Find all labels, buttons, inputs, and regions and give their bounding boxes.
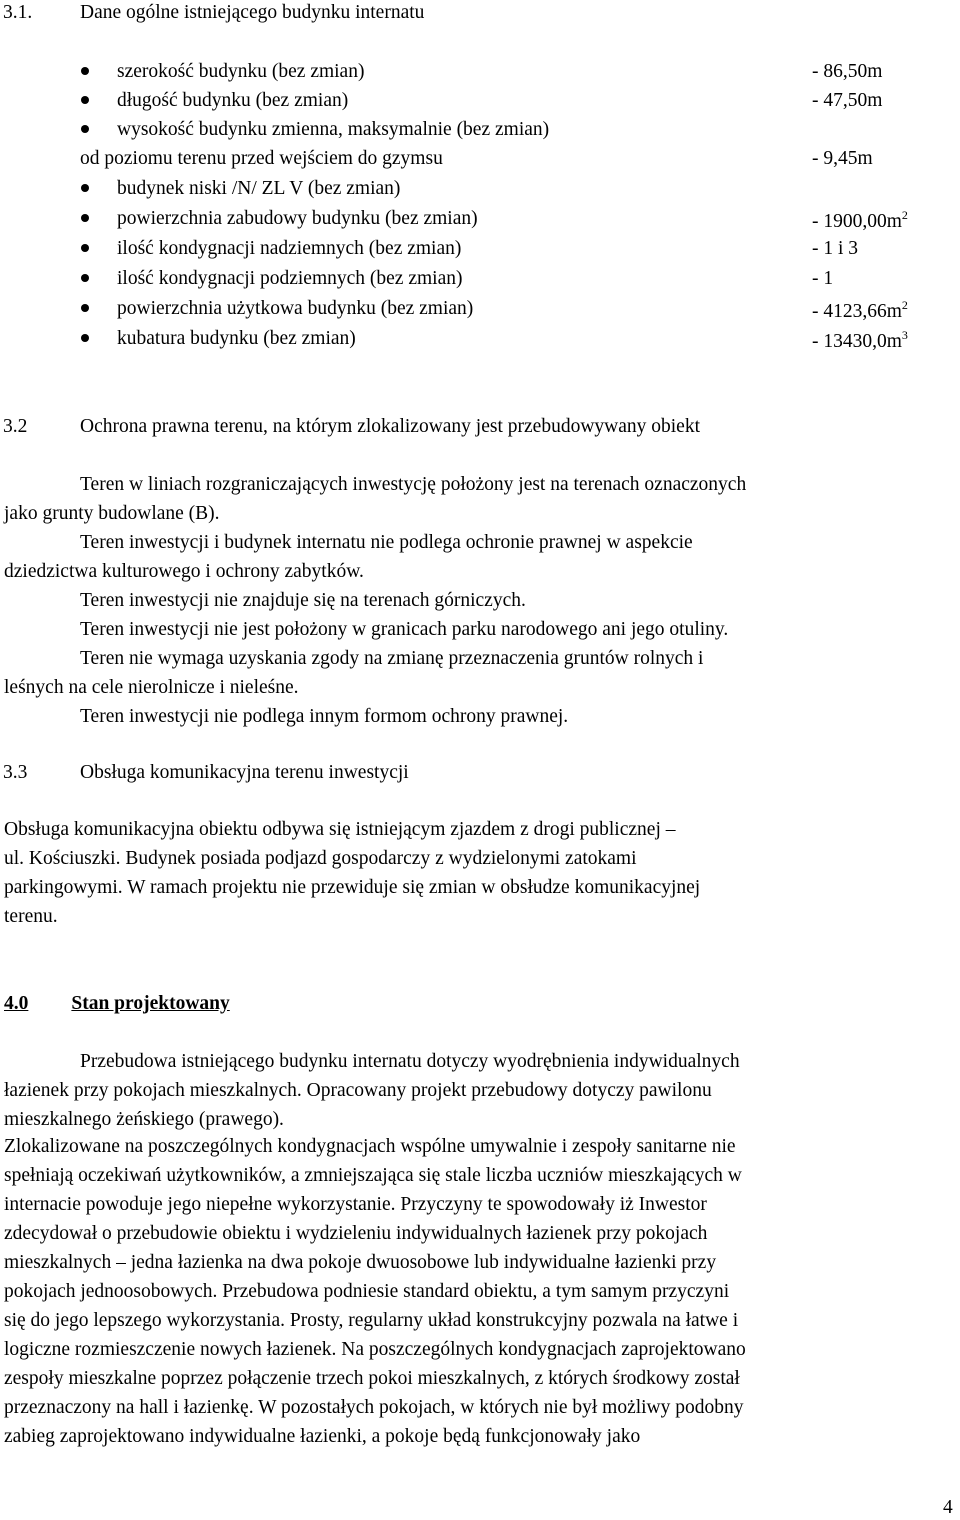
list-item-value: - 1	[812, 268, 834, 289]
paragraph-line: ul. Kościuszki. Budynek posiada podjazd gospodarczy z wydzielonymi zatokami	[4, 848, 637, 869]
paragraph-line: pokojach jednoosobowych. Przebudowa podniesie standard obiektu, a tym samym przyczyni	[4, 1281, 730, 1302]
paragraph-line: Teren nie wymaga uzyskania zgody na zmianę przeznaczenia gruntów rolnych i	[80, 648, 704, 669]
paragraph-line: jako grunty budowlane (B).	[4, 503, 220, 524]
paragraph-line: dziedzictwa kulturowego i ochrony zabytków.	[4, 561, 364, 582]
section-4-0-number: 4.0	[4, 993, 29, 1014]
paragraph-line: łazienek przy pokojach mieszkalnych. Opracowany projekt przebudowy dotyczy pawilonu	[4, 1080, 712, 1101]
paragraph-line: Zlokalizowane na poszczególnych kondygnacjach wspólne umywalnie i zespoły sanitarne nie	[4, 1136, 736, 1157]
list-item-value: - 1 i 3	[812, 238, 859, 259]
paragraph-line: logiczne rozmieszczenie nowych łazienek. Na poszczególnych kondygnacjach zaprojektowano	[4, 1339, 746, 1360]
list-item-label: szerokość budynku (bez zmian)	[117, 61, 365, 82]
list-item-label: powierzchnia użytkowa budynku (bez zmian)	[117, 298, 474, 319]
paragraph-line: spełniają oczekiwań użytkowników, a zmniejszająca się stale liczba uczniów mieszkających w	[4, 1165, 742, 1186]
list-item-value: - 47,50m	[812, 90, 883, 111]
bullet-icon	[81, 274, 89, 282]
paragraph-line: mieszkalnego żeńskiego (prawego).	[4, 1109, 284, 1130]
paragraph-line: internacie powoduje jego niepełne wykorzystanie. Przyczyny te spowodowały iż Inwestor	[4, 1194, 707, 1215]
list-item-label: ilość kondygnacji podziemnych (bez zmian)	[117, 268, 463, 289]
paragraph-line: przeznaczony na hall i łazienkę. W pozostałych pokojach, w których nie był możliwy podobny	[4, 1397, 744, 1418]
list-item-label: długość budynku (bez zmian)	[117, 90, 349, 111]
paragraph-line: się do jego lepszego wykorzystania. Prosty, regularny układ konstrukcyjny pozwala na łatwe i	[4, 1310, 739, 1331]
section-3-3-number: 3.3	[3, 762, 28, 783]
paragraph-line: Teren inwestycji i budynek internatu nie podlega ochronie prawnej w aspekcie	[80, 532, 693, 553]
paragraph-line: Obsługa komunikacyjna obiektu odbywa się istniejącym zjazdem z drogi publicznej –	[4, 819, 676, 840]
list-item-label: wysokość budynku zmienna, maksymalnie (bez zmian)	[117, 119, 550, 140]
paragraph-line: zdecydował o przebudowie obiektu i wydzieleniu indywidualnych łazienek przy pokojach	[4, 1223, 708, 1244]
bullet-icon	[81, 304, 89, 312]
section-3-1-number: 3.1.	[3, 2, 33, 23]
paragraph-line: leśnych na cele nierolnicze i nieleśne.	[4, 677, 299, 698]
page-number: 4	[943, 1497, 953, 1518]
bullet-icon	[81, 334, 89, 342]
list-item-continuation: od poziomu terenu przed wejściem do gzymsu	[80, 148, 443, 169]
list-item-label: ilość kondygnacji nadziemnych (bez zmian)	[117, 238, 462, 259]
superscript: 3	[901, 328, 908, 342]
section-4-0-title: Stan projektowany	[71, 993, 230, 1014]
paragraph-line: parkingowymi. W ramach projektu nie przewiduje się zmian w obsłudze komunikacyjnej	[4, 877, 701, 898]
bullet-icon	[81, 125, 89, 133]
bullet-icon	[81, 214, 89, 222]
list-item-value: - $4123,66m^2$	[812, 298, 908, 322]
list-item-label: powierzchnia zabudowy budynku (bez zmian)	[117, 208, 478, 229]
bullet-icon	[81, 184, 89, 192]
list-item-value: - 9,45m	[812, 148, 873, 169]
bullet-icon	[81, 67, 89, 75]
paragraph-line: Teren inwestycji nie znajduje się na terenach górniczych.	[80, 590, 526, 611]
bullet-icon	[81, 244, 89, 252]
section-3-3-title: Obsługa komunikacyjna terenu inwestycji	[80, 762, 409, 783]
paragraph-line: mieszkalnych – jedna łazienka na dwa pokoje dwuosobowe lub indywidualne łazienki przy	[4, 1252, 717, 1273]
list-item-label: kubatura budynku (bez zmian)	[117, 328, 356, 349]
list-item-value: - $1900,00m^2$	[812, 208, 908, 232]
superscript: 2	[901, 208, 908, 222]
superscript: 2	[901, 298, 908, 312]
paragraph-line: Teren inwestycji nie jest położony w granicach parku narodowego ani jego otuliny.	[80, 619, 729, 640]
list-item-value: - $13430,0m^3$	[812, 328, 908, 352]
list-item-value: - 86,50m	[812, 61, 883, 82]
section-3-2-number: 3.2	[3, 416, 28, 437]
section-3-2-title: Ochrona prawna terenu, na którym zlokalizowany jest przebudowywany obiekt	[80, 416, 701, 437]
section-4-0-heading	[4, 994, 274, 1014]
section-3-1-title: Dane ogólne istniejącego budynku internatu	[80, 2, 425, 23]
paragraph-line: Teren inwestycji nie podlega innym formom ochrony prawnej.	[80, 706, 569, 727]
paragraph-line: Teren w liniach rozgraniczających inwestycję położony jest na terenach oznaczonych	[80, 474, 747, 495]
paragraph-line: terenu.	[4, 906, 58, 927]
paragraph-line: Przebudowa istniejącego budynku internatu dotyczy wyodrębnienia indywidualnych	[80, 1051, 740, 1072]
paragraph-line: zespoły mieszkalne poprzez połączenie trzech pokoi mieszkalnych, z których środkowy został	[4, 1368, 740, 1389]
paragraph-line: zabieg zaprojektowano indywidualne łazienki, a pokoje będą funkcjonowały jako	[4, 1426, 641, 1447]
list-item-label: budynek niski /N/ ZL V (bez zmian)	[117, 178, 401, 199]
bullet-icon	[81, 96, 89, 104]
